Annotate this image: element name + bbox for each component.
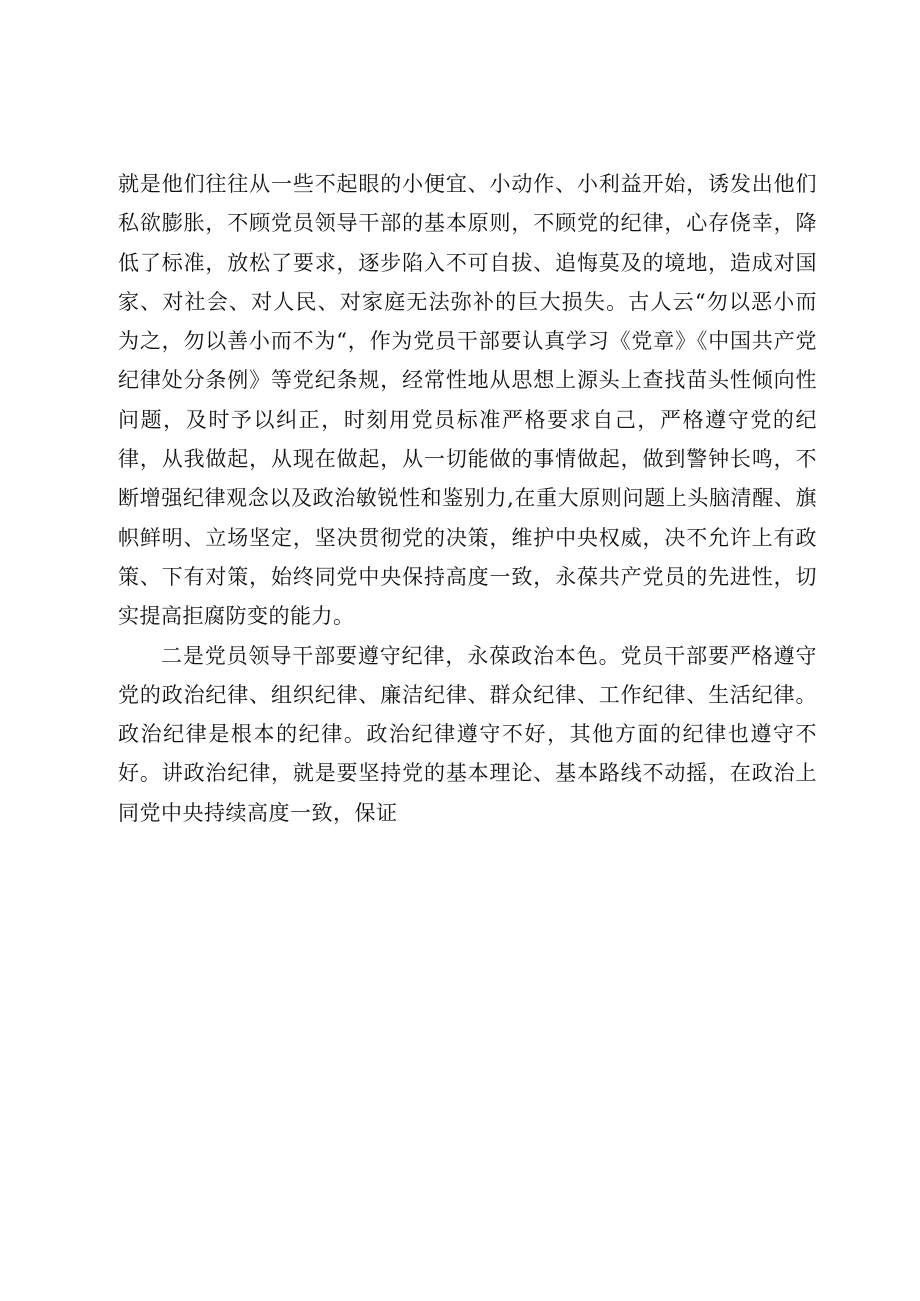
paragraph-two: 二是党员领导干部要遵守纪律，永葆政治本色。党员干部要严格遵守党的政治纪律、组织纪律、廉洁纪律、群众纪律、工作纪律、生活纪律。政治纪律是根本的纪律。政治纪律遵守不好，其他方面的纪律也遵守不好。讲政治纪律，就是要坚持党的基本理论、基本路线不动摇，在政治上同党中央持续高度一致，保证 — [118, 643, 817, 825]
paragraph-continued: 就是他们往往从一些不起眼的小便宜、小动作、小利益开始，诱发出他们私欲膨胀，不顾党员领导干部的基本原则，不顾党的纪律，心存侥幸，降低了标准，放松了要求，逐步陷入不可自拔、追悔莫及的境地，造成对国家、对社会、对人民、对家庭无法弥补的巨大损失。古人云“勿以恶小而为之，勿以善小而不为“，作为党员干部要认真学习《党章》《中国共产党纪律处分条例》等党纪条规，经常性地从思想上源头上查找苗头性倾向性问题，及时予以纠正，时刻用党员标准严格要求自己，严格遵守党的纪律，从我做起，从现在做起，从一切能做的事情做起，做到警钟长鸣，不断增强纪律观念以及政治敏锐性和鉴别力,在重大原则问题上头脑清醒、旗帜鲜明、立场坚定，坚决贯彻党的决策，维护中央权威，决不允许上有政策、下有对策，始终同党中央保持高度一致，永葆共产党员的先进性，切实提高拒腐防变的能力。 — [118, 172, 817, 629]
document-body — [118, 165, 817, 833]
